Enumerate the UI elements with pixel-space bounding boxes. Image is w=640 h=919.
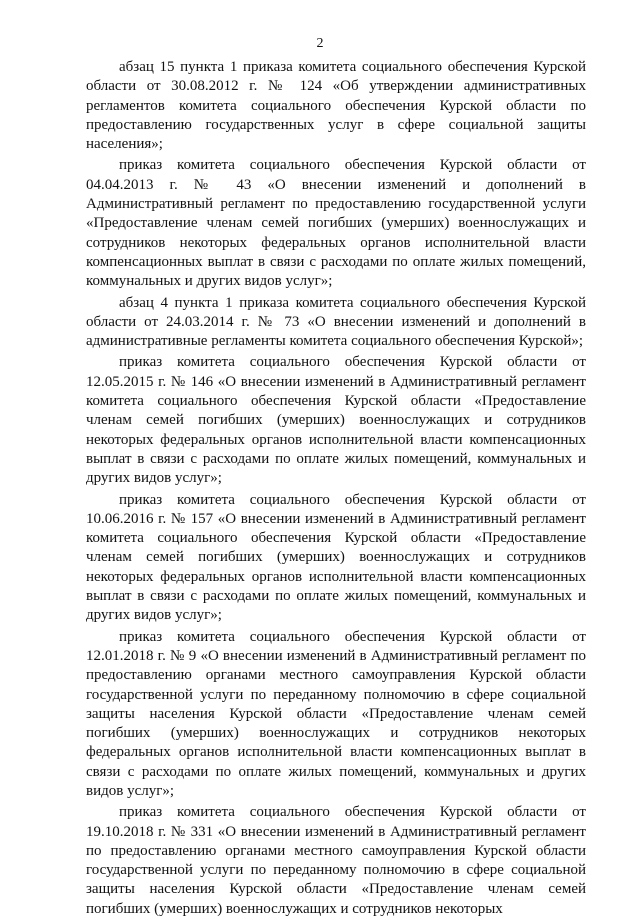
paragraph-6: приказ комитета социального обеспечения Курской области от 12.01.2018 г. № 9 «О внесении изменений в Административный регламент по предоставлению органами местного самоуправления Курской области государственной услуги по переданному полномочию в сфере социальной защиты населения Курской области «Предоставление членам семей погибших (умерших) военнослужащих и сотрудников некоторых федеральных органов исполнительной власти компенсационных выплат в связи с расходами по оплате жилых помещений, коммунальных и других видов услуг»; [86, 628, 586, 799]
page-number: 2 [316, 36, 324, 51]
paragraph-1: абзац 15 пункта 1 приказа комитета социального обеспечения Курской области от 30.08.2012 г. № 124 «Об утверждении административных регламентов комитета социального обеспечения Курской области по предоставлению государственных услуг в сфере социальной защиты населения»; [86, 59, 586, 153]
paragraph-3: абзац 4 пункта 1 приказа комитета социального обеспечения Курской области от 24.03.2014 г. № 73 «О внесении изменений и дополнений в административные регламенты комитета социального обеспечения Курской»; [86, 294, 586, 350]
paragraph-7: приказ комитета социального обеспечения Курской области от 19.10.2018 г. № 331 «О внесении изменений в Административный регламент по предоставлению органами местного самоуправления Курской области государственной услуги по переданному полномочию в сфере социальной защиты населения Курской области «Предоставление членам семей погибших (умерших) военнослужащих и сотрудников некоторых [86, 804, 586, 917]
paragraph-5: приказ комитета социального обеспечения Курской области от 10.06.2016 г. № 157 «О внесении изменений в Административный регламент комитета социального обеспечения Курской области «Предоставление членам семей погибших (умерших) военнослужащих и сотрудников некоторых федеральных органов исполнительной власти компенсационных выплат в связи с расходами по оплате жилых помещений, коммунальных и других видов услуг»; [86, 491, 586, 624]
paragraph-4: приказ комитета социального обеспечения Курской области от 12.05.2015 г. № 146 «О внесении изменений в Административный регламент комитета социального обеспечения Курской области «Предоставление членам семей погибших (умерших) военнослужащих и сотрудников некоторых федеральных органов исполнительной власти компенсационных выплат в связи с расходами по оплате жилых помещений, коммунальных и других видов услуг»; [86, 354, 586, 487]
document-body [86, 58, 586, 919]
paragraph-2: приказ комитета социального обеспечения Курской области от 04.04.2013 г. № 43 «О внесении изменений и дополнений в Административный регламент по предоставлению государственной услуги «Предоставление членам семей погибших (умерших) военнослужащих и сотрудников некоторых федеральных органов исполнительной власти компенсационных выплат в связи с расходами по оплате жилых помещений, коммунальных и других видов услуг»; [86, 157, 586, 290]
